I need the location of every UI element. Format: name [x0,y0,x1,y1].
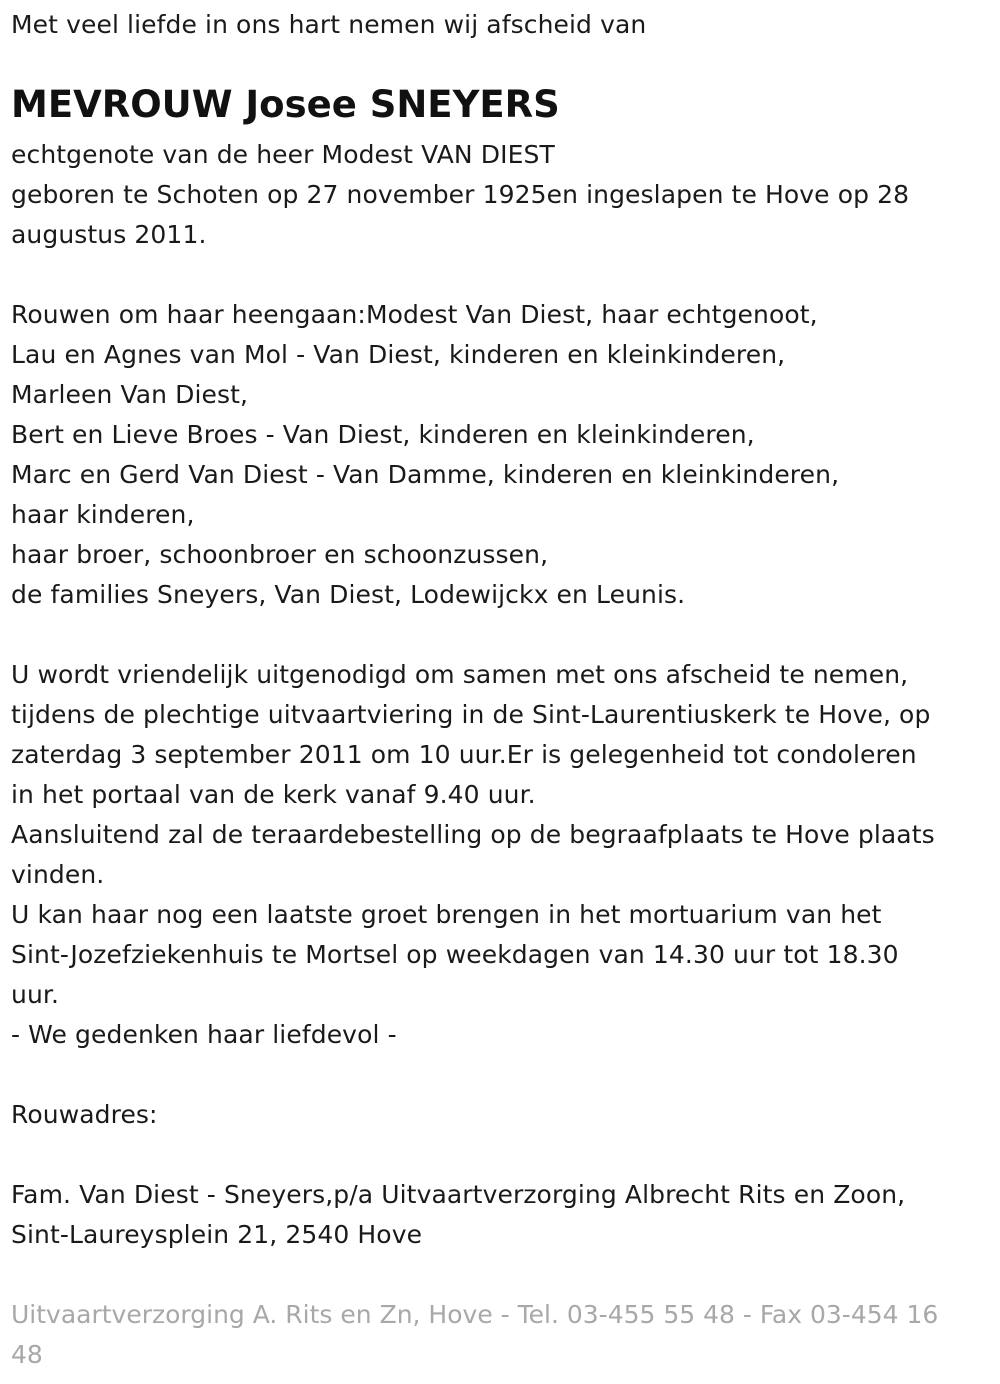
mourner-line: Marleen Van Diest, [11,380,249,409]
funeral-home-footer [11,1295,938,1375]
spouse-and-dates [11,135,909,255]
ceremony-line: in het portaal van de kerk vanaf 9.40 uur. [11,780,536,809]
mourner-line: Rouwen om haar heengaan:Modest Van Diest, haar echtgenoot, [11,300,818,329]
closing-remark: - We gedenken haar liefdevol - [11,1020,397,1049]
ceremony-line: vinden. [11,860,105,889]
mourner-line: haar broer, schoonbroer en schoonzussen, [11,540,549,569]
mourning-address [11,1175,905,1255]
footer-contact-line: Uitvaartverzorging A. Rits en Zn, Hove - Tel. 03-455 55 48 - Fax 03-454 16 [11,1300,939,1329]
mourner-line: de families Sneyers, Van Diest, Lodewijckx en Leunis. [11,580,686,609]
ceremony-details [11,655,935,1055]
ceremony-line: uur. [11,980,60,1009]
birth-death-line-cont: augustus 2011. [11,220,207,249]
deceased-name: MEVROUW Josee SNEYERS [11,83,560,126]
footer-contact-line-cont: 48 [11,1340,43,1369]
ceremony-line: U wordt vriendelijk uitgenodigd om samen met ons afscheid te nemen, [11,660,909,689]
mourners-list [11,295,839,615]
address-line: Sint-Laureysplein 21, 2540 Hove [11,1220,423,1249]
mourner-line: haar kinderen, [11,500,195,529]
spouse-line: echtgenote van de heer Modest VAN DIEST [11,140,555,169]
ceremony-line: zaterdag 3 september 2011 om 10 uur.Er is gelegenheid tot condoleren [11,740,917,769]
mourner-line: Lau en Agnes van Mol - Van Diest, kinderen en kleinkinderen, [11,340,786,369]
address-label: Rouwadres: [11,1100,158,1129]
intro-text: Met veel liefde in ons hart nemen wij afscheid van [11,10,647,39]
ceremony-line: Sint-Jozefziekenhuis te Mortsel op weekdagen van 14.30 uur tot 18.30 [11,940,899,969]
mourner-line: Bert en Lieve Broes - Van Diest, kinderen en kleinkinderen, [11,420,755,449]
mourner-line: Marc en Gerd Van Diest - Van Damme, kinderen en kleinkinderen, [11,460,840,489]
ceremony-line: tijdens de plechtige uitvaartviering in de Sint-Laurentiuskerk te Hove, op [11,700,931,729]
address-line: Fam. Van Diest - Sneyers,p/a Uitvaartverzorging Albrecht Rits en Zoon, [11,1180,906,1209]
ceremony-line: Aansluitend zal de teraardebestelling op de begraafplaats te Hove plaats [11,820,935,849]
birth-death-line: geboren te Schoten op 27 november 1925en ingeslapen te Hove op 28 [11,180,910,209]
ceremony-line: U kan haar nog een laatste groet brengen in het mortuarium van het [11,900,882,929]
